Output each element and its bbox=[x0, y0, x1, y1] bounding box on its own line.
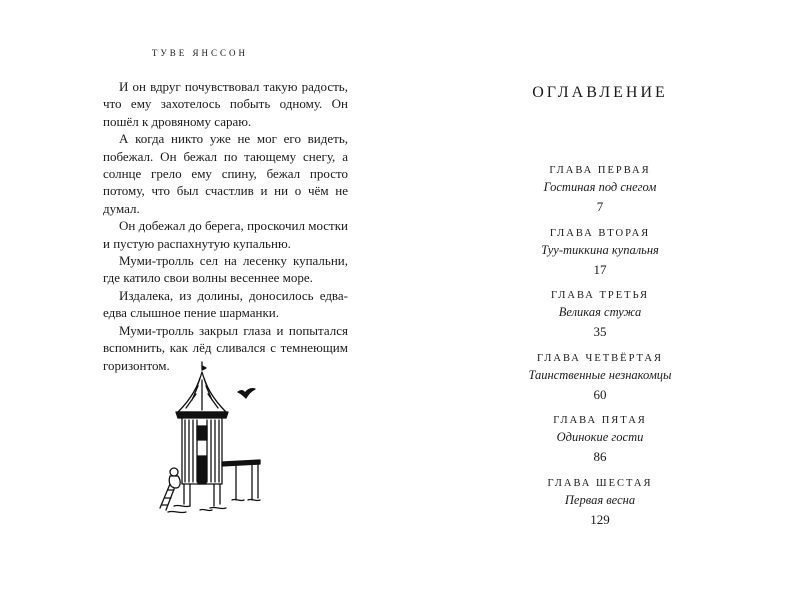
toc-page-number: 86 bbox=[593, 449, 607, 464]
toc-chapter-label: ГЛАВА ЧЕТВЁРТАЯ bbox=[536, 352, 664, 364]
toc-chapter-label: ГЛАВА ПЕРВАЯ bbox=[549, 165, 651, 176]
toc-page-number: 17 bbox=[593, 261, 607, 277]
body-text bbox=[103, 78, 348, 374]
toc-page-number: 60 bbox=[593, 386, 607, 402]
toc-title: ОГЛАВЛЕНИЕ bbox=[532, 84, 668, 101]
toc-entry[interactable] bbox=[400, 164, 800, 227]
toc-entry[interactable] bbox=[400, 477, 800, 540]
table-of-contents bbox=[400, 164, 800, 539]
toc-chapter-name: Одинокие гости bbox=[556, 430, 644, 444]
paragraph: И он вдруг почувствовал такую радость, что ему захотелось побыть одному. Он пошёл к дровяному сараю. bbox=[103, 79, 348, 129]
toc-chapter-name: Гостиная под снегом bbox=[543, 180, 657, 194]
toc-chapter-label: ГЛАВА ВТОРАЯ bbox=[549, 227, 651, 239]
toc-chapter-name: Туу-тиккина купальня bbox=[541, 242, 659, 257]
right-page bbox=[400, 0, 800, 600]
toc-entry[interactable] bbox=[400, 289, 800, 352]
paragraph: Муми-тролль сел на лесенку купальни, где катило свои волны весеннее море. bbox=[103, 253, 348, 286]
toc-page-number: 7 bbox=[596, 199, 604, 214]
toc-page-number: 129 bbox=[590, 511, 610, 527]
toc-entry[interactable] bbox=[400, 227, 800, 290]
bathing-house-illustration bbox=[140, 360, 280, 525]
toc-chapter-label: ГЛАВА ШЕСТАЯ bbox=[547, 477, 653, 489]
toc-chapter-label: ГЛАВА ПЯТАЯ bbox=[553, 415, 647, 426]
toc-chapter-name: Великая стужа bbox=[558, 305, 642, 319]
running-head: ТУВЕ ЯНССОН bbox=[151, 48, 249, 58]
toc-chapter-label: ГЛАВА ТРЕТЬЯ bbox=[550, 290, 650, 301]
toc-page-number: 35 bbox=[593, 324, 607, 339]
toc-chapter-name: Первая весна bbox=[564, 492, 636, 507]
paragraph: Издалека, из долины, доносилось едва-едва слышное пение шарманки. bbox=[103, 287, 348, 321]
paragraph: Муми-тролль закрыл глаза и попытался вспомнить, как лёд сливался с темнеющим горизонтом. bbox=[103, 322, 348, 373]
paragraph: А когда никто уже не мог его видеть, побежал. Он бежал по тающему снегу, а солнце грело ему спину, бежал просто потому, что был счастлив и ни о чём не думал. bbox=[103, 131, 348, 216]
toc-chapter-name: Таинственные незнакомцы bbox=[528, 367, 672, 382]
paragraph: Он добежал до берега, проскочил мостки и пустую распахнутую купальню. bbox=[103, 218, 348, 251]
toc-entry[interactable] bbox=[400, 414, 800, 477]
toc-entry[interactable] bbox=[400, 352, 800, 415]
